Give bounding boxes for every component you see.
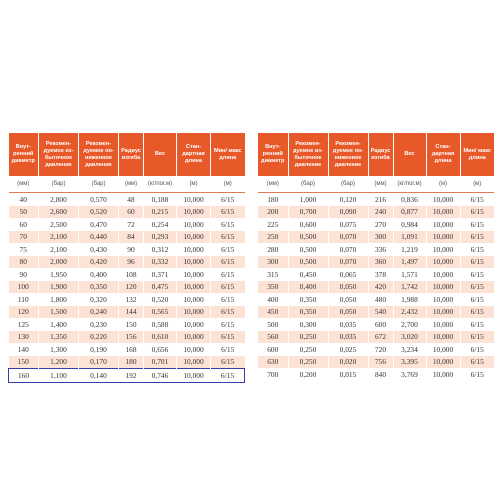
table-cell: 0,500	[288, 256, 328, 269]
table-cell: 10,000	[426, 256, 460, 269]
table-cell: 1,800	[39, 293, 79, 306]
table-cell: 2,800	[39, 193, 79, 206]
table-cell: 270	[368, 218, 393, 231]
table-cell: 1,350	[39, 331, 79, 344]
table-row	[258, 218, 494, 231]
table-cell: 130	[9, 331, 39, 344]
table-cell: 150	[9, 356, 39, 369]
table-cell: 10,000	[177, 243, 211, 256]
table-cell: 10,000	[426, 281, 460, 294]
table-cell: 0,836	[393, 193, 426, 206]
header-inner-diameter: Внут-ренний диаметр	[9, 133, 39, 176]
table-cell: 0,312	[144, 243, 177, 256]
table-cell: 1,571	[393, 268, 426, 281]
table-row	[9, 318, 245, 331]
table-cell: 10,000	[177, 193, 211, 206]
table-cell: 110	[9, 293, 39, 306]
header-standard-length: Стан-дартная длина	[177, 133, 211, 176]
table-cell: 10,000	[426, 318, 460, 331]
table-row	[9, 218, 245, 231]
table-cell: 0,300	[288, 318, 328, 331]
table-cell: 100	[9, 281, 39, 294]
header-weight: Вес	[144, 133, 177, 176]
table-cell: 10,000	[177, 331, 211, 344]
header-min-max-length: Мин/ макс длина	[211, 133, 245, 176]
table-row	[258, 193, 494, 206]
table-cell: 3,020	[393, 331, 426, 344]
table-cell: 10,000	[426, 231, 460, 244]
table-cell: 0,500	[288, 231, 328, 244]
table-cell: 0,984	[393, 218, 426, 231]
table-cell: 0,332	[144, 256, 177, 269]
hose-spec-table-left	[8, 133, 245, 383]
hose-spec-table-right	[258, 133, 494, 381]
table-cell: 180	[258, 193, 288, 206]
table-cell: 168	[119, 343, 144, 356]
table-cell: 0,877	[393, 206, 426, 219]
table-cell: 1,219	[393, 243, 426, 256]
table-row	[258, 368, 494, 381]
header-recommended-underpressure: Рекомен-дуемое по-ниженное давление	[79, 133, 119, 176]
header-standard-length: Стан-дартная длина	[426, 133, 460, 176]
table-cell: 10,000	[177, 206, 211, 219]
table-cell: 400	[258, 293, 288, 306]
table-row	[9, 256, 245, 269]
table-cell: 300	[368, 231, 393, 244]
table-cell: 6/15	[460, 206, 494, 219]
table-cell: 0,746	[144, 369, 177, 383]
table-cell: 0,420	[79, 256, 119, 269]
table-cell: 6/15	[460, 231, 494, 244]
table-cell: 0,700	[288, 206, 328, 219]
table-row	[9, 281, 245, 294]
table-row	[9, 306, 245, 319]
table-cell: 10,000	[426, 268, 460, 281]
table-cell: 0,350	[288, 293, 328, 306]
table-cell: 140	[9, 343, 39, 356]
table-cell: 0,440	[79, 231, 119, 244]
table-cell: 0,400	[288, 281, 328, 294]
table-row	[9, 193, 245, 206]
table-cell: 315	[258, 268, 288, 281]
table-cell: 0,200	[288, 368, 328, 381]
table-cell: 96	[119, 256, 144, 269]
table-row	[258, 356, 494, 369]
table-cell: 360	[368, 256, 393, 269]
table-cell: 0,400	[79, 268, 119, 281]
table-cell: 6/15	[460, 193, 494, 206]
table-cell: 75	[9, 243, 39, 256]
header-weight: Вес	[393, 133, 426, 176]
table-cell: 144	[119, 306, 144, 319]
table-cell: 40	[9, 193, 39, 206]
unit-cell: (м)	[211, 176, 245, 193]
table-cell: 6/15	[211, 281, 245, 294]
table-cell: 10,000	[426, 243, 460, 256]
table-cell: 480	[368, 293, 393, 306]
table-cell: 600	[258, 343, 288, 356]
table-row	[9, 369, 245, 383]
table-cell: 2,500	[39, 218, 79, 231]
table-cell: 0,350	[288, 306, 328, 319]
table-cell: 6/15	[211, 256, 245, 269]
table-cell: 1,100	[39, 369, 79, 383]
unit-cell: (кг/пог.м)	[144, 176, 177, 193]
table-cell: 6/15	[211, 206, 245, 219]
table-cell: 0,190	[79, 343, 119, 356]
header-bend-radius: Радиус изгиба	[368, 133, 393, 176]
table-cell: 132	[119, 293, 144, 306]
table-cell: 125	[9, 318, 39, 331]
table-cell: 6/15	[211, 343, 245, 356]
table-row	[258, 293, 494, 306]
table-cell: 1,400	[39, 318, 79, 331]
table-cell: 0,250	[288, 356, 328, 369]
table-cell: 72	[119, 218, 144, 231]
table-cell: 10,000	[177, 231, 211, 244]
table-row	[258, 306, 494, 319]
units-row	[258, 176, 494, 193]
table-cell: 6/15	[460, 306, 494, 319]
table-cell: 180	[119, 356, 144, 369]
table-cell: 0,120	[328, 193, 368, 206]
table-cell: 500	[258, 318, 288, 331]
table-cell: 0,520	[144, 293, 177, 306]
unit-cell: (бар)	[288, 176, 328, 193]
header-inner-diameter: Внут-ренний диаметр	[258, 133, 288, 176]
table-row	[9, 293, 245, 306]
table-cell: 540	[368, 306, 393, 319]
table-cell: 560	[258, 331, 288, 344]
table-cell: 6/15	[211, 293, 245, 306]
table-cell: 6/15	[211, 306, 245, 319]
table-row	[258, 281, 494, 294]
table-cell: 0,050	[328, 306, 368, 319]
table-cell: 630	[258, 356, 288, 369]
table-cell: 0,520	[79, 206, 119, 219]
table-cell: 0,600	[288, 218, 328, 231]
unit-cell: (м)	[177, 176, 211, 193]
table-cell: 3,769	[393, 368, 426, 381]
table-cell: 10,000	[426, 368, 460, 381]
table-cell: 840	[368, 368, 393, 381]
header-min-max-length: Мин/ макс длина	[460, 133, 494, 176]
table-cell: 1,300	[39, 343, 79, 356]
table-cell: 0,588	[144, 318, 177, 331]
table-cell: 225	[258, 218, 288, 231]
table-cell: 70	[9, 231, 39, 244]
table-cell: 10,000	[426, 331, 460, 344]
table-cell: 0,656	[144, 343, 177, 356]
table-cell: 0,500	[288, 243, 328, 256]
table-cell: 240	[368, 206, 393, 219]
table-cell: 10,000	[426, 206, 460, 219]
table-cell: 0,188	[144, 193, 177, 206]
table-cell: 10,000	[177, 268, 211, 281]
table-cell: 336	[368, 243, 393, 256]
table-cell: 6/15	[460, 256, 494, 269]
table-cell: 10,000	[177, 343, 211, 356]
table-cell: 10,000	[177, 281, 211, 294]
table-cell: 0,470	[79, 218, 119, 231]
table-cell: 0,293	[144, 231, 177, 244]
table-cell: 250	[258, 231, 288, 244]
table-cell: 10,000	[426, 306, 460, 319]
table-cell: 2,700	[393, 318, 426, 331]
table-cell: 6/15	[211, 318, 245, 331]
table-cell: 0,075	[328, 218, 368, 231]
units-row	[9, 176, 245, 193]
table-cell: 0,140	[79, 369, 119, 383]
table-cell: 156	[119, 331, 144, 344]
table-cell: 0,050	[328, 293, 368, 306]
table-cell: 84	[119, 231, 144, 244]
header-recommended-overpressure: Рекомен-дуемое из-быточное давление	[39, 133, 79, 176]
table-cell: 6/15	[460, 331, 494, 344]
table-cell: 0,050	[328, 281, 368, 294]
table-cell: 0,065	[328, 268, 368, 281]
table-cell: 120	[9, 306, 39, 319]
table-cell: 350	[258, 281, 288, 294]
table-cell: 10,000	[177, 369, 211, 383]
table-cell: 10,000	[177, 218, 211, 231]
table-header-row	[258, 133, 494, 176]
table-cell: 700	[258, 368, 288, 381]
table-cell: 2,000	[39, 256, 79, 269]
table-cell: 450	[258, 306, 288, 319]
table-cell: 0,220	[79, 331, 119, 344]
table-row	[258, 231, 494, 244]
table-row	[9, 243, 245, 256]
table-cell: 0,035	[328, 318, 368, 331]
table-cell: 0,450	[288, 268, 328, 281]
table-cell: 10,000	[426, 193, 460, 206]
table-cell: 160	[9, 369, 39, 383]
table-cell: 90	[119, 243, 144, 256]
table-cell: 6/15	[211, 231, 245, 244]
table-cell: 0,320	[79, 293, 119, 306]
table-cell: 6/15	[211, 369, 245, 383]
unit-cell: (мм)	[119, 176, 144, 193]
table-cell: 280	[258, 243, 288, 256]
table-cell: 0,230	[79, 318, 119, 331]
table-cell: 6/15	[460, 243, 494, 256]
table-cell: 80	[9, 256, 39, 269]
table-cell: 1,500	[39, 306, 79, 319]
table-row	[258, 256, 494, 269]
table-cell: 1,988	[393, 293, 426, 306]
table-row	[258, 206, 494, 219]
table-cell: 0,070	[328, 243, 368, 256]
table-cell: 720	[368, 343, 393, 356]
table-cell: 0,215	[144, 206, 177, 219]
table-cell: 0,020	[328, 356, 368, 369]
table-cell: 6/15	[211, 356, 245, 369]
unit-cell: (кг/пог.м)	[393, 176, 426, 193]
table-row	[9, 331, 245, 344]
table-cell: 6/15	[211, 243, 245, 256]
table-cell: 48	[119, 193, 144, 206]
table-cell: 0,015	[328, 368, 368, 381]
table-cell: 2,100	[39, 243, 79, 256]
table-row	[258, 318, 494, 331]
table-cell: 6/15	[460, 318, 494, 331]
table-cell: 192	[119, 369, 144, 383]
unit-cell: (мм)	[258, 176, 288, 193]
table-cell: 0,025	[328, 343, 368, 356]
table-cell: 0,254	[144, 218, 177, 231]
table-cell: 0,475	[144, 281, 177, 294]
table-cell: 150	[119, 318, 144, 331]
table-cell: 378	[368, 268, 393, 281]
unit-cell: (бар)	[79, 176, 119, 193]
header-recommended-underpressure: Рекомен-дуемое по-ниженное давление	[328, 133, 368, 176]
table-cell: 1,900	[39, 281, 79, 294]
table-cell: 0,430	[79, 243, 119, 256]
table-cell: 0,035	[328, 331, 368, 344]
table-cell: 6/15	[211, 218, 245, 231]
table-cell: 6/15	[460, 343, 494, 356]
table-cell: 0,250	[288, 331, 328, 344]
table-cell: 6/15	[211, 193, 245, 206]
table-cell: 60	[119, 206, 144, 219]
table-cell: 0,070	[328, 256, 368, 269]
table-cell: 10,000	[426, 356, 460, 369]
table-cell: 0,565	[144, 306, 177, 319]
unit-cell: (бар)	[328, 176, 368, 193]
table-cell: 420	[368, 281, 393, 294]
table-cell: 6/15	[460, 268, 494, 281]
table-cell: 108	[119, 268, 144, 281]
table-cell: 10,000	[426, 343, 460, 356]
table-cell: 6/15	[460, 293, 494, 306]
table-cell: 0,240	[79, 306, 119, 319]
table-cell: 2,100	[39, 231, 79, 244]
table-cell: 0,610	[144, 331, 177, 344]
table-cell: 60	[9, 218, 39, 231]
unit-cell: (мм)	[9, 176, 39, 193]
table-row	[258, 343, 494, 356]
table-cell: 756	[368, 356, 393, 369]
table-cell: 1,091	[393, 231, 426, 244]
table-cell: 1,497	[393, 256, 426, 269]
table-row	[9, 343, 245, 356]
table-row	[258, 268, 494, 281]
table-cell: 1,742	[393, 281, 426, 294]
unit-cell: (м)	[426, 176, 460, 193]
table-cell: 600	[368, 318, 393, 331]
header-recommended-overpressure: Рекомен-дуемое из-быточное давление	[288, 133, 328, 176]
table-cell: 0,701	[144, 356, 177, 369]
table-cell: 10,000	[177, 356, 211, 369]
table-cell: 0,090	[328, 206, 368, 219]
table-row	[9, 206, 245, 219]
unit-cell: (бар)	[39, 176, 79, 193]
table-row	[9, 231, 245, 244]
table-cell: 10,000	[426, 218, 460, 231]
table-cell: 3,395	[393, 356, 426, 369]
table-cell: 200	[258, 206, 288, 219]
table-cell: 10,000	[426, 293, 460, 306]
table-row	[9, 268, 245, 281]
table-cell: 0,070	[328, 231, 368, 244]
table-cell: 90	[9, 268, 39, 281]
table-cell: 0,371	[144, 268, 177, 281]
table-cell: 120	[119, 281, 144, 294]
table-cell: 2,432	[393, 306, 426, 319]
unit-cell: (мм)	[368, 176, 393, 193]
table-cell: 6/15	[460, 356, 494, 369]
table-row	[258, 331, 494, 344]
table-cell: 2,600	[39, 206, 79, 219]
table-cell: 6/15	[460, 368, 494, 381]
table-row	[258, 243, 494, 256]
table-cell: 0,570	[79, 193, 119, 206]
table-cell: 1,950	[39, 268, 79, 281]
table-cell: 6/15	[211, 268, 245, 281]
unit-cell: (м)	[460, 176, 494, 193]
table-cell: 1,200	[39, 356, 79, 369]
table-cell: 0,250	[288, 343, 328, 356]
table-cell: 300	[258, 256, 288, 269]
table-cell: 10,000	[177, 318, 211, 331]
table-cell: 10,000	[177, 256, 211, 269]
table-cell: 6/15	[460, 281, 494, 294]
table-cell: 6/15	[460, 218, 494, 231]
table-cell: 0,170	[79, 356, 119, 369]
table-cell: 6/15	[211, 331, 245, 344]
table-cell: 216	[368, 193, 393, 206]
table-cell: 672	[368, 331, 393, 344]
table-row	[9, 356, 245, 369]
table-cell: 0,350	[79, 281, 119, 294]
table-cell: 50	[9, 206, 39, 219]
header-bend-radius: Радиус изгиба	[119, 133, 144, 176]
table-cell: 3,234	[393, 343, 426, 356]
table-header-row	[9, 133, 245, 176]
table-cell: 10,000	[177, 306, 211, 319]
table-cell: 10,000	[177, 293, 211, 306]
table-cell: 1,000	[288, 193, 328, 206]
